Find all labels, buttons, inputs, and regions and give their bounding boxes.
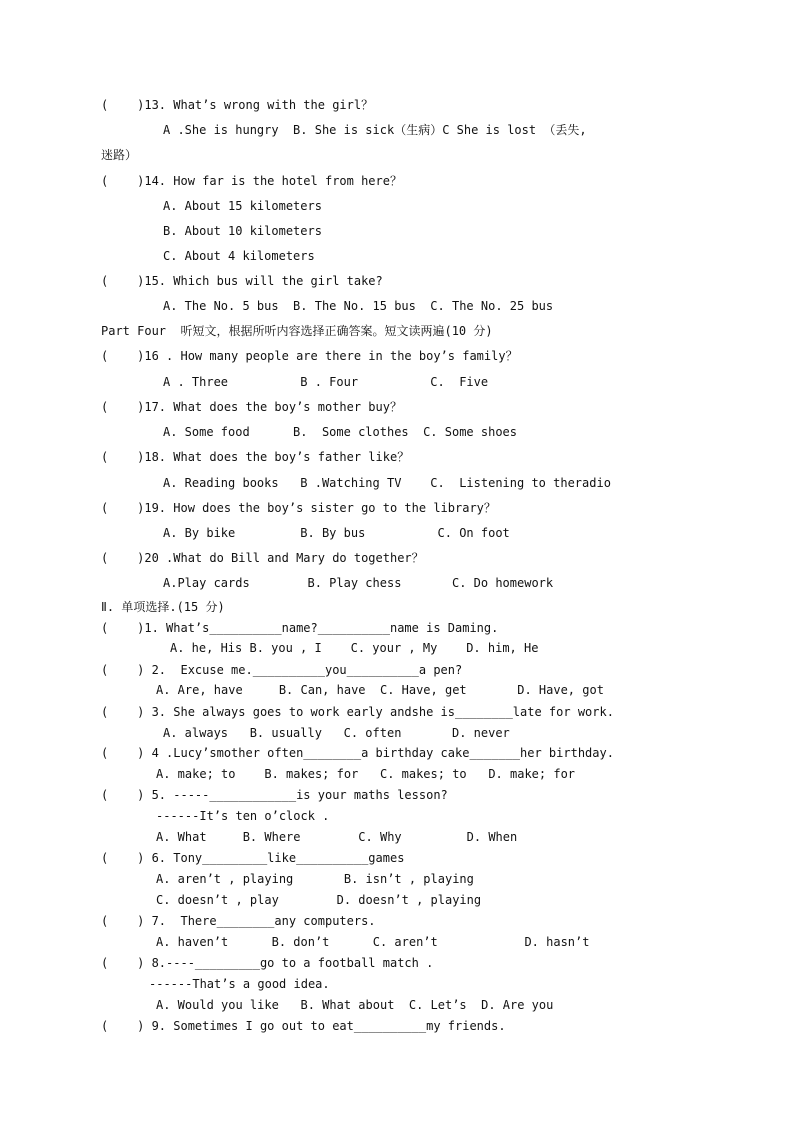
s2-q1-stem: ( )1. What’s__________name?__________name is Daming.: [101, 621, 499, 635]
s2-q5-stem: ( ) 5. -----____________is your maths lesson?: [101, 788, 448, 802]
s2-q5-response: ------It’s ten o’clock .: [156, 809, 330, 823]
s2-q6-stem: ( ) 6. Tony_________like__________games: [101, 851, 405, 865]
q13-stem: ( )13. What’s wrong with the girl？: [101, 98, 374, 112]
s2-q7-stem: ( ) 7. There________any computers.: [101, 914, 376, 928]
q19-options: A. By bike B. By bus C. On foot: [163, 526, 510, 540]
q16-stem: ( )16 . How many people are there in the boy’s family？: [101, 349, 518, 363]
q18-stem: ( )18. What does the boy’s father like？: [101, 450, 410, 464]
q20-options: A.Play cards B. Play chess C. Do homework: [163, 576, 554, 590]
q14-option-a: A. About 15 kilometers: [163, 199, 322, 213]
s2-q5-options: A. What B. Where C. Why D. When: [156, 830, 518, 844]
q14-stem: ( )14. How far is the hotel from here？: [101, 174, 402, 188]
s2-q3-stem: ( ) 3. She always goes to work early andshe is________late for work.: [101, 705, 614, 719]
q13-options: A .She is hungry B. She is sick（生病）C She is lost （丢失,: [163, 123, 587, 137]
q14-option-b: B. About 10 kilometers: [163, 224, 322, 238]
q17-options: A. Some food B. Some clothes C. Some shoes: [163, 425, 518, 439]
q16-options: A . Three B . Four C. Five: [163, 375, 489, 389]
s2-q4-stem: ( ) 4 .Lucy’smother often________a birthday cake_______her birthday.: [101, 746, 614, 760]
q20-stem: ( )20 .What do Bill and Mary do together？: [101, 551, 424, 565]
s2-q4-options: A. make; to B. makes; for C. makes; to D. make; for: [156, 767, 576, 781]
section-ii-heading: Ⅱ. 单项选择.(15 分): [101, 600, 225, 614]
s2-q6-options-cd: C. doesn’t , play D. doesn’t , playing: [156, 893, 482, 907]
s2-q1-options: A. he, His B. you , I C. your , My D. him, He: [170, 641, 539, 655]
q14-option-c: C. About 4 kilometers: [163, 249, 315, 263]
s2-q8-stem: ( ) 8.----_________go to a football match .: [101, 956, 434, 970]
s2-q6-options-ab: A. aren’t , playing B. isn’t , playing: [156, 872, 474, 886]
q13-options-wrap: 迷路）: [101, 148, 138, 162]
q18-options: A. Reading books B .Watching TV C. Listening to theradio: [163, 476, 611, 490]
q15-options: A. The No. 5 bus B. The No. 15 bus C. The No. 25 bus: [163, 299, 554, 313]
s2-q7-options: A. haven’t B. don’t C. aren’t D. hasn’t: [156, 935, 590, 949]
s2-q9-stem: ( ) 9. Sometimes I go out to eat__________my friends.: [101, 1019, 506, 1033]
q19-stem: ( )19. How does the boy’s sister go to the library？: [101, 501, 496, 515]
s2-q2-options: A. Are, have B. Can, have C. Have, get D. Have, got: [156, 683, 604, 697]
q17-stem: ( )17. What does the boy’s mother buy？: [101, 400, 402, 414]
q15-stem: ( )15. Which bus will the girl take?: [101, 274, 383, 288]
s2-q3-options: A. always B. usually C. often D. never: [163, 726, 510, 740]
s2-q2-stem: ( ) 2. Excuse me.__________you__________a pen?: [101, 663, 463, 677]
part-four-heading: Part Four 听短文，根据所听内容选择正确答案。短文读两遍(10 分): [101, 324, 493, 338]
s2-q8-options: A. Would you like B. What about C. Let’s D. Are you: [156, 998, 554, 1012]
s2-q8-response: ------That’s a good idea.: [149, 977, 330, 991]
